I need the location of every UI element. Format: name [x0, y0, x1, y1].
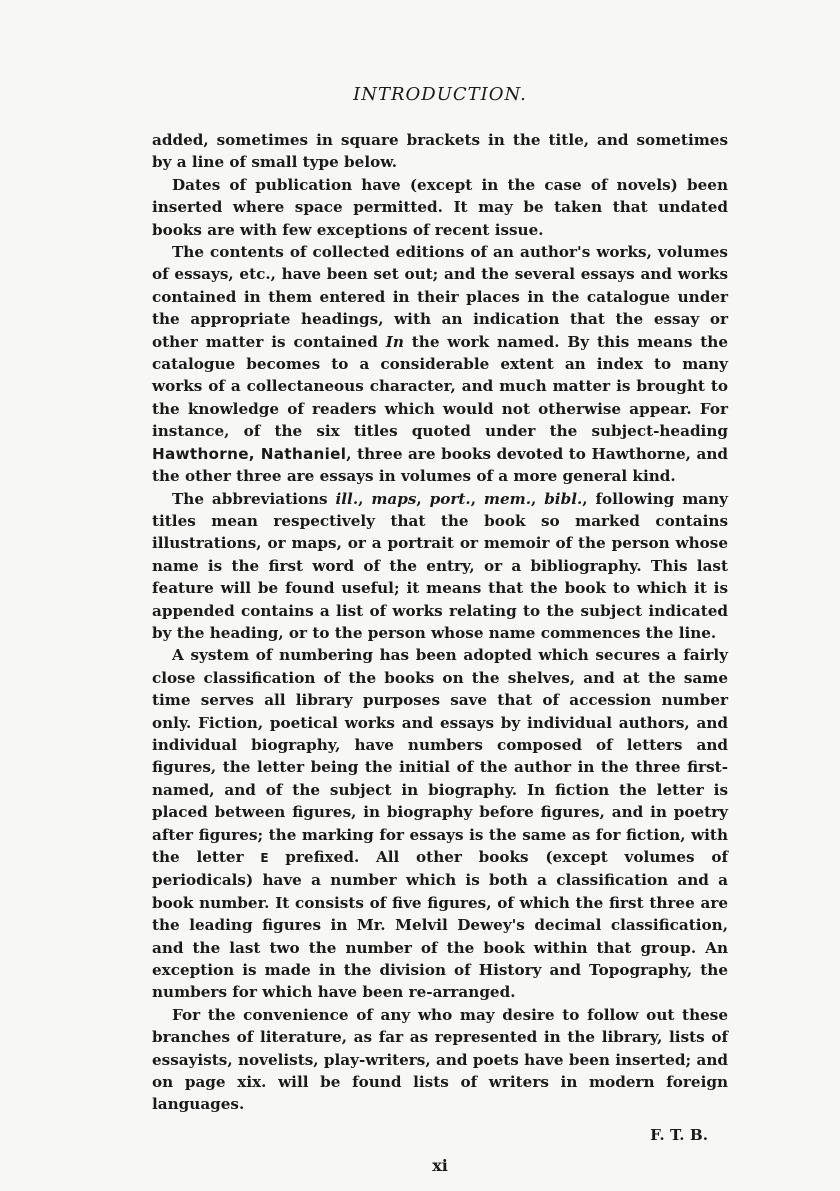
paragraph-text: A system of numbering has been adopted which secures a fairly close classification of the books on the shelves, and at the same time serves all library purposes save that of accession number only. Fiction, poetical works and essays by individual authors, and individual biography, have numbers composed of letters and figures, the letter being the initial of the author in the three first-named, and of the subject in biography. In fiction the letter is placed between figures, in biography before figures, and in poetry after figures; the marking for essays is the same as for fiction, with the letter [152, 646, 728, 866]
abbr-maps: maps [371, 489, 417, 508]
italic-in: In [385, 332, 404, 351]
separator: , [470, 489, 484, 508]
subject-heading: Hawthorne, Nathaniel [152, 444, 347, 463]
paragraph-text: The abbreviations [172, 489, 336, 508]
paragraph-convenience [152, 1004, 728, 1116]
paragraph-text: prefixed. All other books (except volumes of periodicals) have a number which is both a classification and a book number. It consists of five figures, of which the first three are the leading figures in Mr. Melvil Dewey's decimal classification, and the last two the number of the book within that group. An exception is made in the division of History and Topography, the numbers for which have been re-arranged. [152, 848, 728, 1002]
separator: , [530, 489, 545, 508]
page [152, 84, 728, 1175]
paragraph-numbering [152, 644, 728, 1004]
abbr-bibl: bibl. [544, 489, 583, 508]
paragraph-text: the work named. By this means the catalogue becomes to a considerable extent an index to many works of a collectaneous character, and much matter is brought to the knowledge of readers which would not otherwise appear. For instance, of the six titles quoted under the subject-heading [152, 332, 728, 441]
paragraph-text: For the convenience of any who may desire to follow out these branches of literature, as far as represented in the library, lists of essayists, novelists, play-writers, and poets have been inserted; and on page xix. will be found lists of writers in modern foreign languages. [152, 1005, 728, 1114]
running-head: INTRODUCTION. [353, 84, 527, 105]
paragraph-continuation [152, 129, 728, 174]
signature: F. T. B. [650, 1125, 708, 1144]
page-number: xi [432, 1155, 448, 1175]
paragraph-text: added, sometimes in square brackets in the title, and sometimes by a line of small type below. [152, 131, 728, 172]
letter-e: E [260, 851, 269, 865]
paragraph-text: , three are books devoted to Hawthorne, and the other three are essays in volumes of a more general kind. [152, 444, 728, 486]
paragraph-text: , following many titles mean respectively that the book so marked contains illustrations, or maps, or a portrait or memoir of the person whose name is the first word of the entry, or a bibliography. This last feature will be found useful; it means that the book to which it is appended contains a list of works relating to the subject indicated by the heading, or to the person whose name commences the line. [152, 489, 728, 642]
paragraph-text: Dates of publication have (except in the case of novels) been inserted where space permitted. It may be taken that undated books are with few exceptions of recent issue. [152, 175, 728, 239]
abbr-port: port. [429, 489, 471, 508]
separator: , [358, 489, 372, 508]
abbr-ill: ill. [335, 489, 359, 508]
abbr-mem: mem. [483, 489, 531, 508]
paragraph-dates [152, 174, 728, 241]
separator: , [416, 489, 430, 508]
paragraph-text: The contents of collected editions of an author's works, volumes of essays, etc., have been set out; and the several essays and works contained in them entered in their places in the catalogue under the appropriate headings, with an indication that the essay or other matter is contained [152, 243, 728, 351]
paragraph-contents [152, 241, 728, 487]
paragraph-abbreviations [152, 488, 728, 645]
